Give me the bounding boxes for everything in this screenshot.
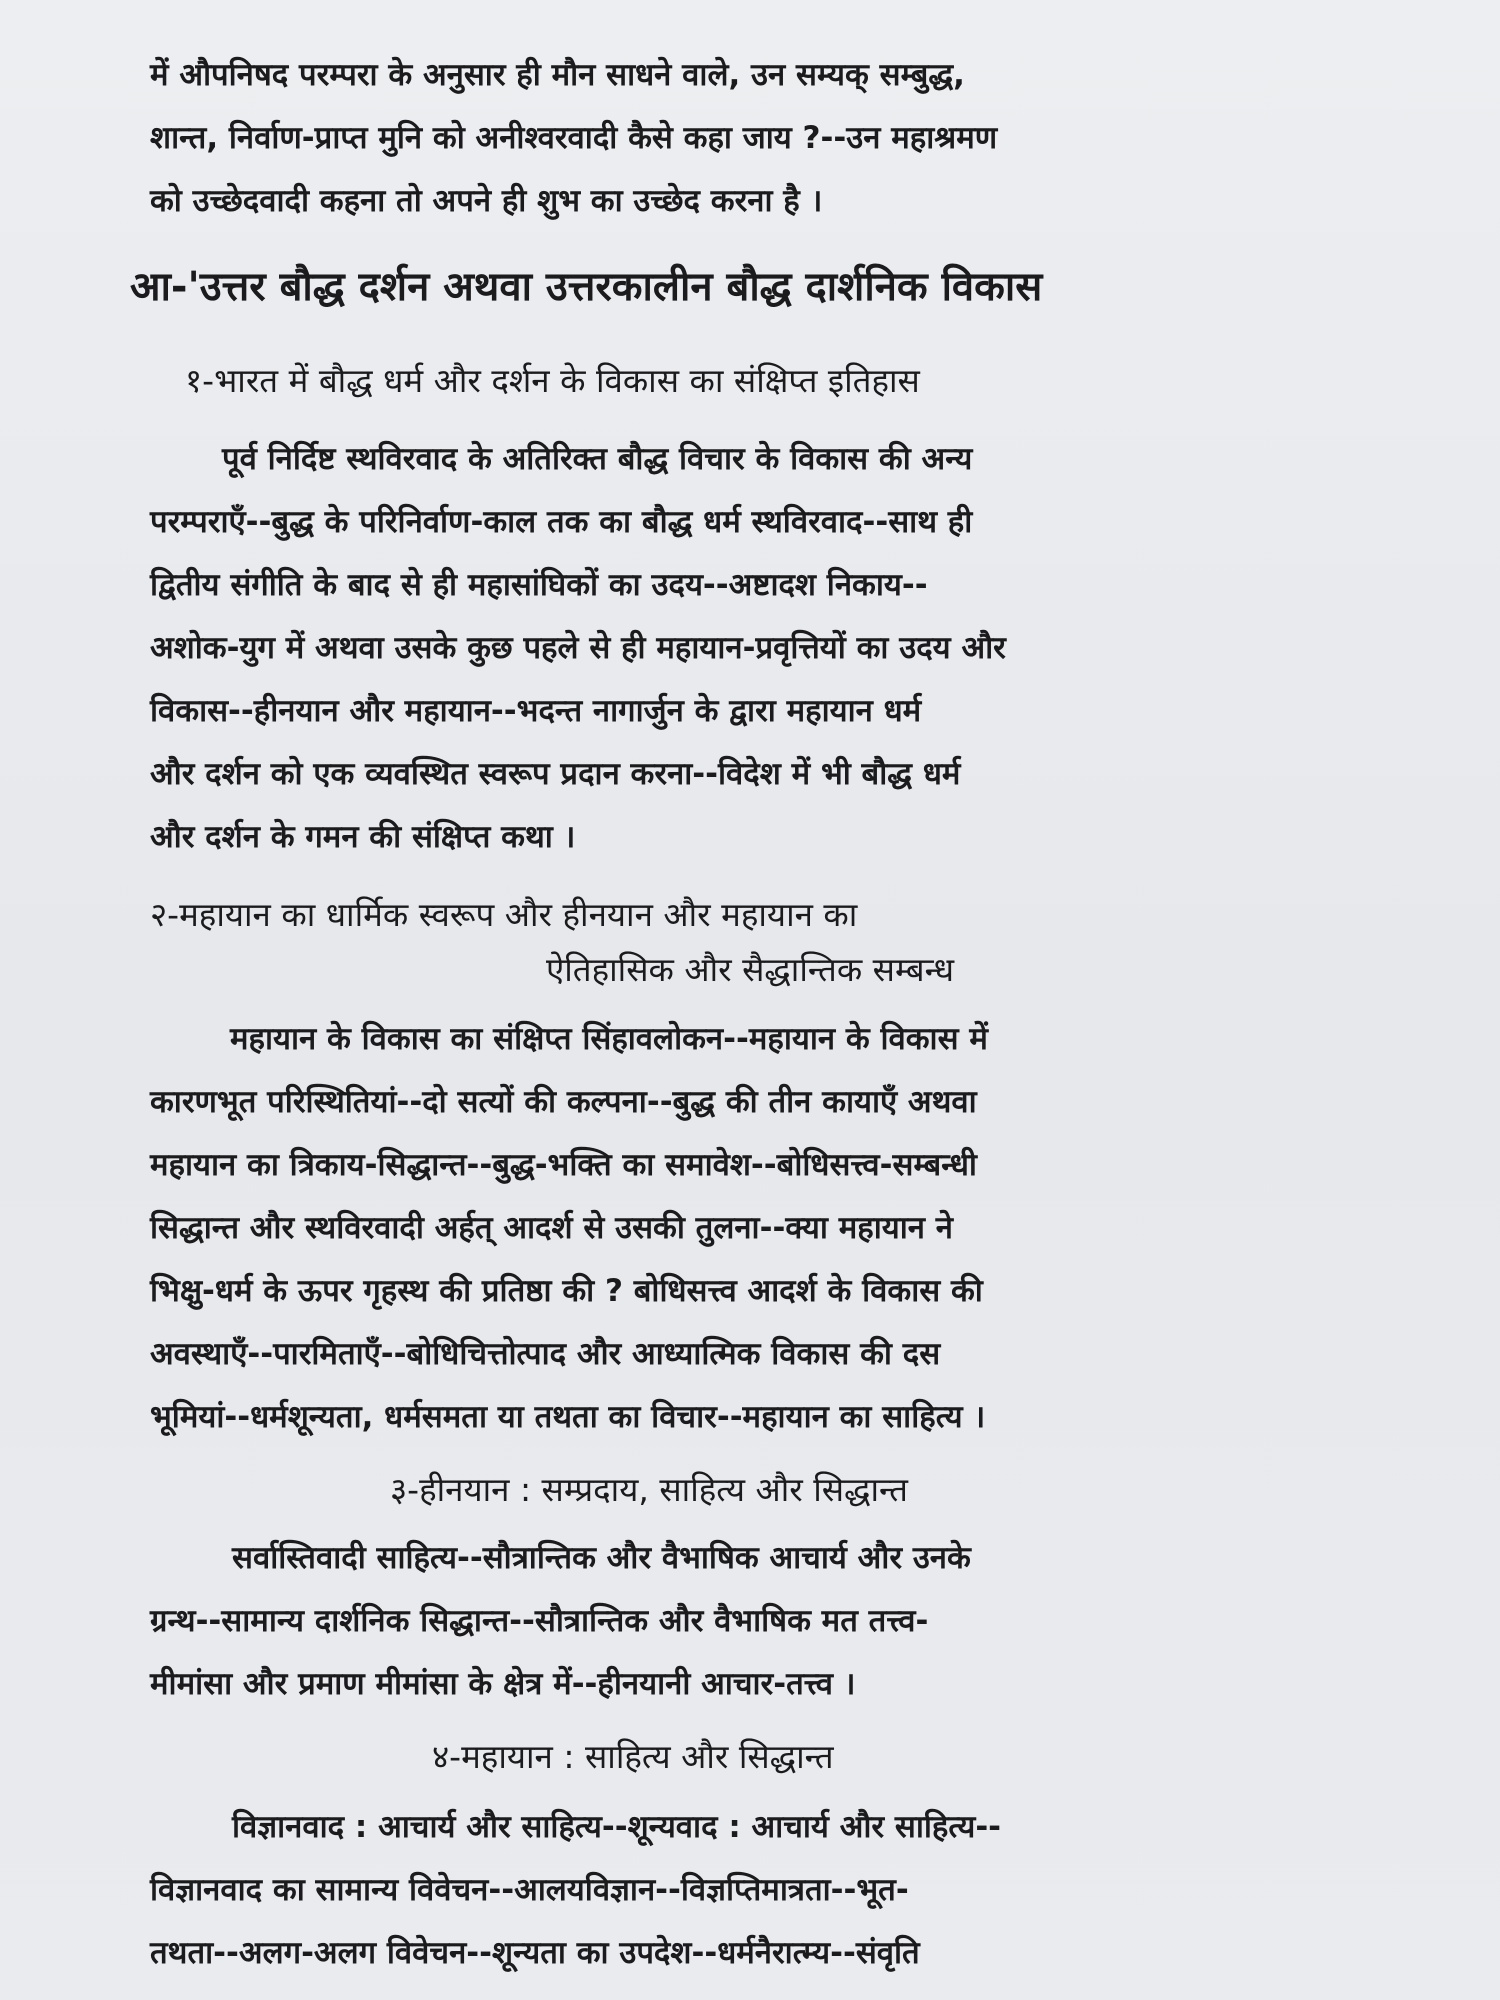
section-1-line-6: और दर्शन को एक व्यवस्थित स्वरूप प्रदान करना--विदेश में भी बौद्ध धर्म: [150, 756, 961, 792]
section-2-line-3: महायान का त्रिकाय-सिद्धान्त--बुद्ध-भक्ति का समावेश--बोधिसत्त्व-सम्बन्धी: [150, 1147, 977, 1183]
section-3-line-2: ग्रन्थ--सामान्य दार्शनिक सिद्धान्त--सौत्रान्तिक और वैभाषिक मत तत्त्व-: [150, 1603, 929, 1639]
section-1-line-7: और दर्शन के गमन की संक्षिप्त कथा ।: [150, 819, 576, 855]
section-2-line-4: सिद्धान्त और स्थविरवादी अर्हत् आदर्श से उसकी तुलना--क्या महायान ने: [150, 1210, 953, 1246]
section-1-line-4: अशोक-युग में अथवा उसके कुछ पहले से ही महायान-प्रवृत्तियों का उदय और: [150, 630, 1006, 666]
section-2-line-2: कारणभूत परिस्थितियां--दो सत्यों की कल्पना--बुद्ध की तीन कायाएँ अथवा: [150, 1084, 977, 1120]
section-2-title-line-2: ऐतिहासिक और सैद्धान्तिक सम्बन्ध: [546, 950, 954, 989]
section-3-title: ३-हीनयान : सम्प्रदाय, साहित्य और सिद्धान्त: [390, 1470, 908, 1509]
section-2-title-line-1: २-महायान का धार्मिक स्वरूप और हीनयान और महायान का: [150, 895, 858, 934]
section-1-line-3: द्वितीय संगीति के बाद से ही महासांघिकों का उदय--अष्टादश निकाय--: [150, 567, 928, 603]
section-3-line-3: मीमांसा और प्रमाण मीमांसा के क्षेत्र में--हीनयानी आचार-तत्त्व ।: [150, 1666, 856, 1702]
main-heading: आ-'उत्तर बौद्ध दर्शन अथवा उत्तरकालीन बौद्ध दार्शनिक विकास: [130, 264, 1043, 310]
section-1-line-5: विकास--हीनयान और महायान--भदन्त नागार्जुन के द्वारा महायान धर्म: [150, 693, 922, 729]
intro-line-2: शान्त, निर्वाण-प्राप्त मुनि को अनीश्वरवादी कैसे कहा जाय ?--उन महाश्रमण: [150, 120, 998, 156]
intro-line-3: को उच्छेदवादी कहना तो अपने ही शुभ का उच्छेद करना है ।: [150, 183, 823, 219]
section-1-line-2: परम्पराएँ--बुद्ध के परिनिर्वाण-काल तक का बौद्ध धर्म स्थविरवाद--साथ ही: [150, 504, 973, 540]
intro-line-1: में औपनिषद परम्परा के अनुसार ही मौन साधने वाले, उन सम्यक् सम्बुद्ध,: [150, 57, 965, 93]
section-1-title: १-भारत में बौद्ध धर्म और दर्शन के विकास का संक्षिप्त इतिहास: [185, 361, 920, 400]
section-4-title: ४-महायान : साहित्य और सिद्धान्त: [432, 1737, 834, 1776]
section-4-line-2: विज्ञानवाद का सामान्य विवेचन--आलयविज्ञान--विज्ञप्तिमात्रता--भूत-: [150, 1872, 909, 1908]
section-2-line-6: अवस्थाएँ--पारमिताएँ--बोधिचित्तोत्पाद और आध्यात्मिक विकास की दस: [150, 1336, 941, 1372]
section-4-line-1: विज्ञानवाद : आचार्य और साहित्य--शून्यवाद : आचार्य और साहित्य--: [232, 1809, 1002, 1845]
section-4-line-3: तथता--अलग-अलग विवेचन--शून्यता का उपदेश--धर्मनैरात्म्य--संवृति: [150, 1935, 920, 1971]
section-2-line-1: महायान के विकास का संक्षिप्त सिंहावलोकन--महायान के विकास में: [230, 1021, 988, 1057]
section-3-line-1: सर्वास्तिवादी साहित्य--सौत्रान्तिक और वैभाषिक आचार्य और उनके: [232, 1540, 971, 1576]
section-1-line-1: पूर्व निर्दिष्ट स्थविरवाद के अतिरिक्त बौद्ध विचार के विकास की अन्य: [222, 441, 973, 477]
section-2-line-5: भिक्षु-धर्म के ऊपर गृहस्थ की प्रतिष्ठा की ? बोधिसत्त्व आदर्श के विकास की: [150, 1273, 983, 1309]
section-2-line-7: भूमियां--धर्मशून्यता, धर्मसमता या तथता का विचार--महायान का साहित्य ।: [150, 1399, 986, 1435]
